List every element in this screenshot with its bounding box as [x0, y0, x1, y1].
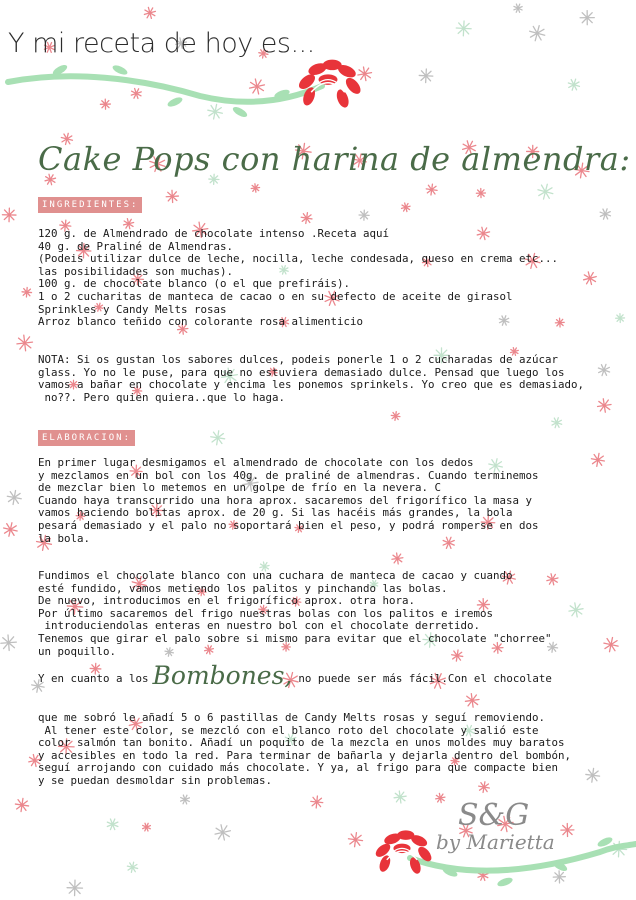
elaboration-line: Por último sacaremos del frigo nuestras bolas con los palitos e iremos — [38, 606, 494, 620]
bombones-line: que me sobró le añadí 5 o 6 pastillas de Candy Melts rosas y seguí removiendo. — [38, 711, 546, 724]
elaboration-line: Cuando haya transcurrido una hora aprox. sacaremos del frigorífico la masa y — [38, 493, 533, 507]
star-icon — [400, 201, 412, 213]
elaboration-paragraph-1 — [38, 457, 618, 545]
note-paragraph — [38, 354, 618, 404]
ingredient-line: 1 o 2 cucharitas de manteca de cacao o en su defecto de aceite de girasol — [38, 289, 513, 303]
bombones-prefix: Y en cuanto a los — [38, 672, 149, 685]
star-icon — [434, 791, 447, 804]
bombones-heading-line — [38, 661, 628, 690]
star-icon — [453, 18, 474, 39]
star-icon — [210, 430, 226, 446]
red-flower-icon — [373, 830, 434, 875]
bombones-suffix: no puede ser más fácil.Con el chocolate — [298, 672, 552, 685]
star-icon — [392, 788, 409, 805]
elaboration-line: un poquillo. — [38, 644, 117, 658]
note-line: no??. Pero quien quiera..que lo haga. — [38, 390, 286, 404]
star-icon — [528, 24, 547, 43]
star-icon — [512, 2, 524, 14]
bombones-line: color salmón tan bonito. Añadí un poquito de la mezcla en unos moldes muy baratos — [38, 736, 565, 750]
star-icon — [558, 821, 576, 839]
star-icon — [67, 880, 83, 896]
bombones-word: Bombones, — [152, 661, 293, 690]
star-icon — [359, 210, 369, 220]
star-icon — [550, 416, 563, 429]
star-icon — [141, 822, 152, 833]
elaboration-line: De nuevo, introducimos en el frigorífico aprox. otra hora. — [38, 594, 416, 608]
star-icon — [463, 691, 482, 710]
header-title: Y mi receta de hoy es... — [8, 28, 315, 59]
elaboration-line: En primer lugar desmigamos el almendrado de chocolate con los dedos — [38, 456, 474, 469]
star-icon — [355, 64, 374, 83]
recipe-title: Cake Pops con harina de almendra: — [38, 140, 631, 178]
star-icon — [20, 286, 33, 299]
star-icon — [419, 69, 433, 83]
elaboration-line: Tenemos que girar el palo sobre si mismo para evitar que el chocolate "chorree" — [38, 631, 552, 645]
star-icon — [567, 77, 582, 92]
bombones-line: Al tener este color, se mezcló con el blanco roto del chocolate y salió este — [38, 723, 539, 737]
star-icon — [346, 830, 366, 850]
elaboration-line: esté fundido, vamos metiendo los palitos y pinchando las bolas. — [38, 581, 448, 595]
bombones-line: y accesibles en todo la red. Para terminar de bañarla y dejarla dentro del bombón, — [38, 748, 572, 762]
star-icon — [142, 5, 158, 21]
star-icon — [105, 817, 120, 832]
star-icon — [164, 188, 181, 205]
star-icon — [206, 103, 224, 121]
ingredient-line: Arroz blanco teñido con colorante rosa alimenticio — [38, 315, 364, 329]
top-vine — [8, 63, 322, 119]
ingredient-line: (Podeis utilizar dulce de leche, nocilla, leche condesada, queso en crema etc... — [38, 252, 559, 266]
star-icon — [246, 76, 267, 97]
star-icon — [2, 208, 16, 222]
ingredient-line: 100 g. de chocolate blanco (o el que prefiráis). — [38, 277, 351, 291]
elaboration-line: pesará demasiado y el palo no soportará bien el peso, y podrá romperse en dos — [38, 518, 539, 532]
star-icon — [212, 822, 234, 844]
note-line: vamos a bañar en chocolate y encima les ponemos sprinkels. Yo creo que es demasiado, — [38, 378, 585, 392]
signature-byline: by Marietta — [436, 830, 555, 854]
elaboration-line: introduciendolas enteras en nuestro bol con el chocolate derretido. — [38, 619, 481, 633]
star-icon — [125, 860, 139, 874]
star-icon — [598, 207, 612, 221]
elaboration-paragraph-2 — [38, 570, 618, 658]
bombones-line: seguí arrojando con cuidado más chocolate. Y ya, al frigo para que compacte bien — [38, 761, 559, 775]
star-icon — [129, 86, 143, 100]
star-icon — [390, 551, 405, 566]
star-icon — [179, 793, 191, 805]
star-icon — [474, 187, 487, 200]
signature-logo: S&G — [458, 798, 530, 833]
star-icon — [577, 8, 597, 28]
elaboration-line: la bola. — [38, 531, 91, 545]
ingredients-list — [38, 228, 618, 329]
star-icon — [536, 182, 555, 201]
elaboration-tag: ELABORACION: — [38, 430, 135, 446]
ingredients-tag: INGREDIENTES: — [38, 197, 142, 213]
star-icon — [13, 796, 32, 815]
ingredient-line: 40 g. de Praliné de Almendras. — [38, 239, 234, 253]
star-icon — [1, 520, 20, 539]
star-icon — [300, 212, 312, 224]
elaboration-line: vamos haciendo bolitas aprox. de 20 g. Si las hacéis más grandes, la bola — [38, 506, 513, 520]
star-icon — [6, 489, 22, 505]
elaboration-line: Fundimos el chocolate blanco con una cuchara de manteca de cacao y cuando — [38, 569, 513, 582]
star-icon — [98, 97, 112, 111]
ingredient-line: Sprinkles y Candy Melts rosas — [38, 302, 227, 316]
star-icon — [249, 182, 261, 194]
star-icon — [14, 332, 36, 354]
star-icon — [424, 182, 439, 197]
red-flower-icon — [296, 60, 363, 110]
elaboration-line: y mezclamos en un bol con los 40g. de praliné de almendras. Cuando terminemos — [38, 468, 539, 482]
note-line: glass. Yo no le puse, para que no estuviera demasiado dulce. Pensad que luego los — [38, 365, 565, 379]
elaboration-line: de mezclar bien lo metemos en un golpe de frío en la nevera. C — [38, 481, 442, 495]
bombones-paragraph — [38, 712, 618, 788]
ingredient-line: 120 g. de Almendrado de chocolate intenso .Receta aquí — [38, 227, 390, 240]
star-icon — [0, 632, 20, 654]
note-line: NOTA: Si os gustan los sabores dulces, podeis ponerle 1 o 2 cucharadas de azúcar — [38, 353, 559, 366]
star-icon — [308, 794, 325, 811]
ingredient-line: las posibilidades son muchas). — [38, 264, 234, 278]
star-icon — [391, 411, 401, 421]
bombones-line: y se puedan desmoldar sin problemas. — [38, 773, 273, 787]
